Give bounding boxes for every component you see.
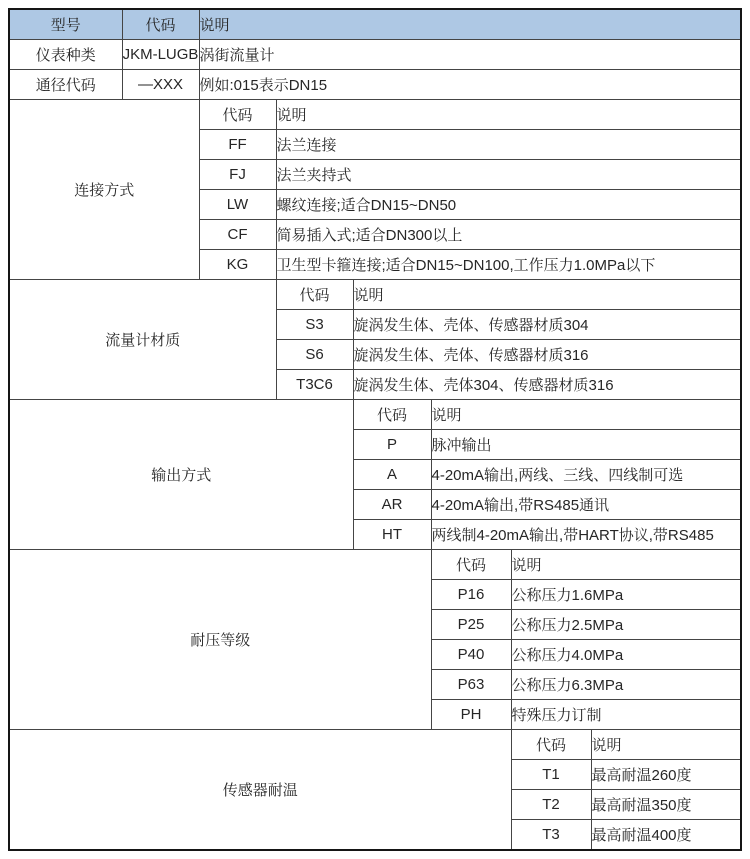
code-cell: S6 xyxy=(276,340,353,370)
code-cell: AR xyxy=(353,490,431,520)
code-cell: HT xyxy=(353,520,431,550)
code-cell: JKM-LUGB xyxy=(122,40,199,70)
code-cell: T3 xyxy=(511,820,591,851)
nested-code-header: 代码 xyxy=(199,100,276,130)
code-cell: P16 xyxy=(431,580,511,610)
nested-desc-header: 说明 xyxy=(431,400,741,430)
section-label-material: 流量计材质 xyxy=(9,280,276,400)
desc-cell: 法兰连接 xyxy=(276,130,741,160)
desc-cell: 最高耐温350度 xyxy=(591,790,741,820)
code-cell: CF xyxy=(199,220,276,250)
desc-cell: 卫生型卡箍连接;适合DN15~DN100,工作压力1.0MPa以下 xyxy=(276,250,741,280)
table-row xyxy=(9,730,741,760)
nested-code-header: 代码 xyxy=(511,730,591,760)
code-cell: T2 xyxy=(511,790,591,820)
desc-cell: 法兰夹持式 xyxy=(276,160,741,190)
code-cell: T3C6 xyxy=(276,370,353,400)
section-label-temperature: 传感器耐温 xyxy=(9,730,511,851)
table-header-row xyxy=(9,9,741,40)
nested-code-header: 代码 xyxy=(431,550,511,580)
nested-code-header: 代码 xyxy=(353,400,431,430)
table-row xyxy=(9,280,741,310)
desc-cell: 公称压力2.5MPa xyxy=(511,610,741,640)
desc-cell: 旋涡发生体、壳体、传感器材质316 xyxy=(353,340,741,370)
spec-table xyxy=(8,8,742,851)
code-cell: T1 xyxy=(511,760,591,790)
code-cell: S3 xyxy=(276,310,353,340)
code-cell: A xyxy=(353,460,431,490)
code-cell: LW xyxy=(199,190,276,220)
code-cell: PH xyxy=(431,700,511,730)
code-col-header: 代码 xyxy=(122,9,199,40)
desc-cell: 简易插入式;适合DN300以上 xyxy=(276,220,741,250)
table-row xyxy=(9,40,741,70)
table-row xyxy=(9,400,741,430)
desc-cell: 特殊压力订制 xyxy=(511,700,741,730)
code-cell: P25 xyxy=(431,610,511,640)
desc-cell: 例如:015表示DN15 xyxy=(199,70,741,100)
desc-cell: 公称压力4.0MPa xyxy=(511,640,741,670)
desc-cell: 公称压力1.6MPa xyxy=(511,580,741,610)
code-cell: P40 xyxy=(431,640,511,670)
code-cell: P xyxy=(353,430,431,460)
desc-cell: 4-20mA输出,带RS485通讯 xyxy=(431,490,741,520)
model-col-header: 型号 xyxy=(9,9,122,40)
nested-desc-header: 说明 xyxy=(511,550,741,580)
desc-cell: 两线制4-20mA输出,带HART协议,带RS485 xyxy=(431,520,741,550)
nested-desc-header: 说明 xyxy=(591,730,741,760)
table-row xyxy=(9,100,741,130)
desc-cell: 旋涡发生体、壳体304、传感器材质316 xyxy=(353,370,741,400)
section-label-output: 输出方式 xyxy=(9,400,353,550)
desc-cell: 脉冲输出 xyxy=(431,430,741,460)
desc-cell: 最高耐温400度 xyxy=(591,820,741,851)
code-cell: P63 xyxy=(431,670,511,700)
section-label-pressure: 耐压等级 xyxy=(9,550,431,730)
desc-cell: 公称压力6.3MPa xyxy=(511,670,741,700)
desc-col-header: 说明 xyxy=(199,9,741,40)
desc-cell: 涡街流量计 xyxy=(199,40,741,70)
code-cell: KG xyxy=(199,250,276,280)
section-label-connection: 连接方式 xyxy=(9,100,199,280)
code-cell: FJ xyxy=(199,160,276,190)
row-label: 通径代码 xyxy=(9,70,122,100)
table-row xyxy=(9,550,741,580)
nested-desc-header: 说明 xyxy=(276,100,741,130)
nested-desc-header: 说明 xyxy=(353,280,741,310)
desc-cell: 旋涡发生体、壳体、传感器材质304 xyxy=(353,310,741,340)
desc-cell: 4-20mA输出,两线、三线、四线制可选 xyxy=(431,460,741,490)
desc-cell: 最高耐温260度 xyxy=(591,760,741,790)
table-row xyxy=(9,70,741,100)
desc-cell: 螺纹连接;适合DN15~DN50 xyxy=(276,190,741,220)
code-cell: —XXX xyxy=(122,70,199,100)
code-cell: FF xyxy=(199,130,276,160)
row-label: 仪表种类 xyxy=(9,40,122,70)
nested-code-header: 代码 xyxy=(276,280,353,310)
